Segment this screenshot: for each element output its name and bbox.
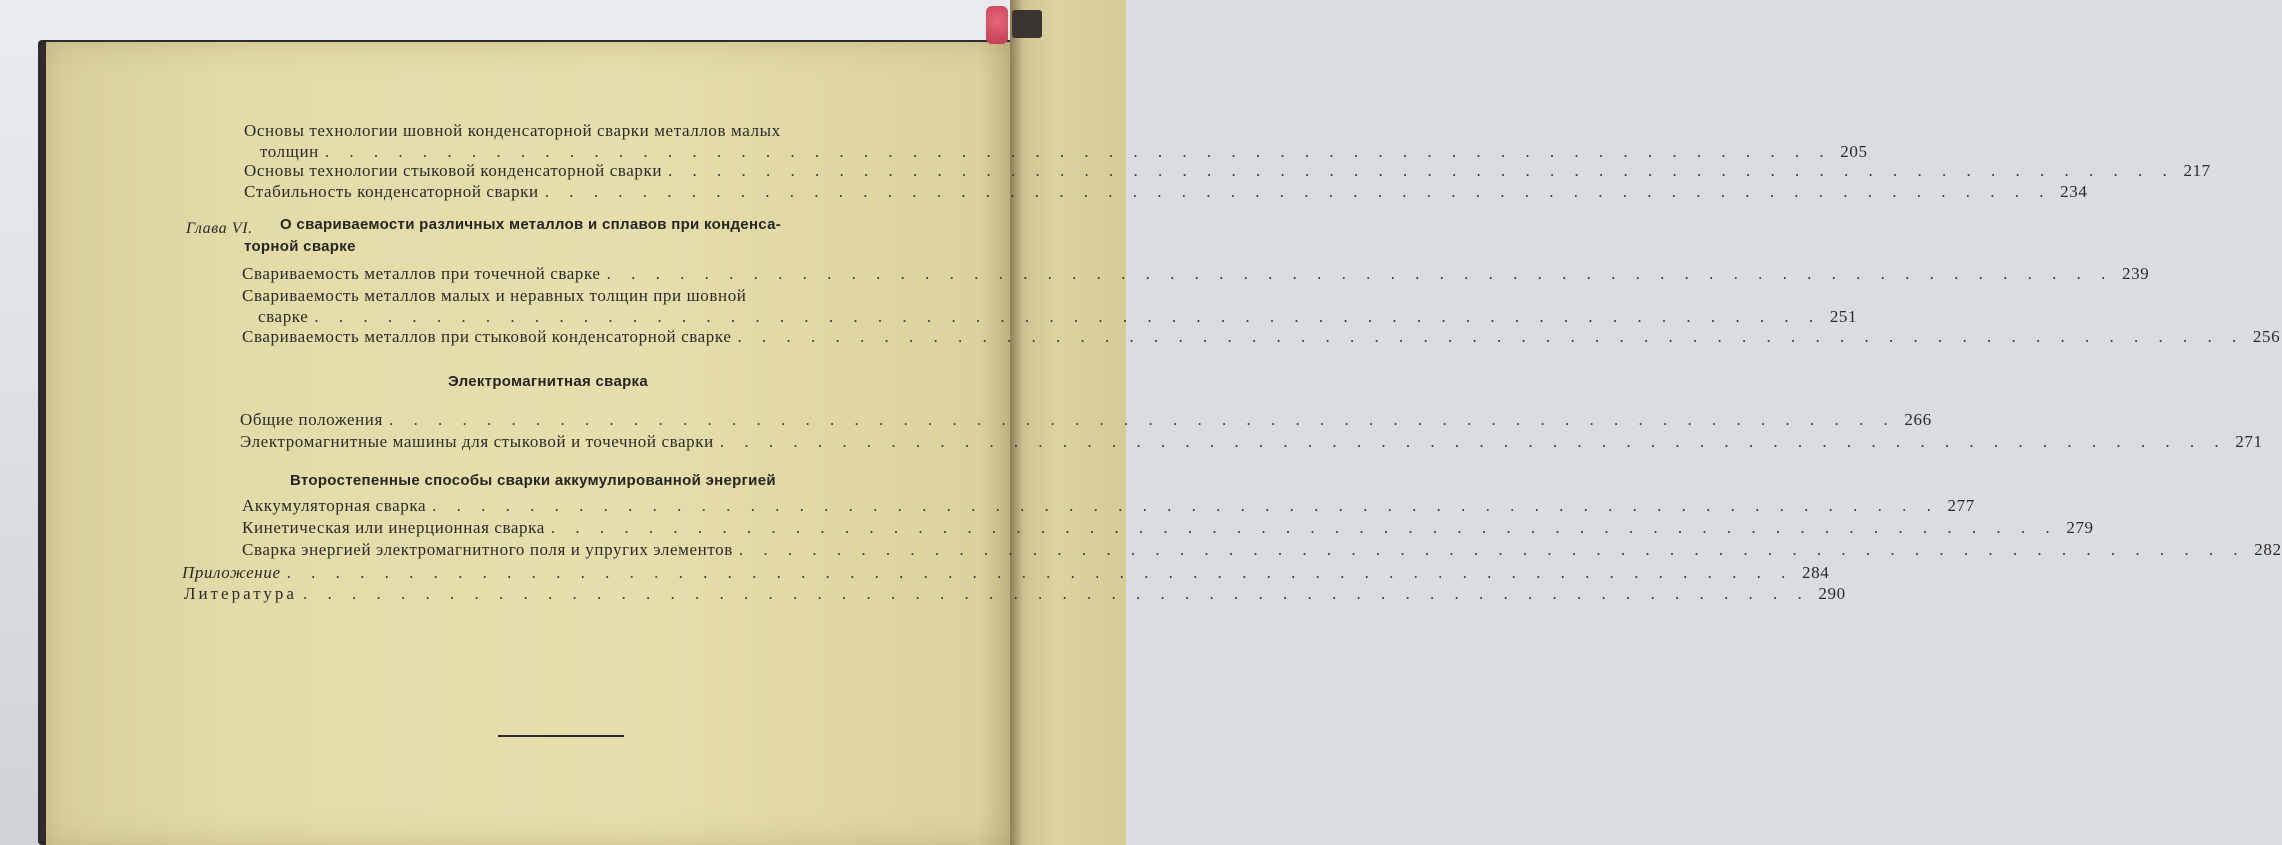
toc-entry-1-line2: толщин <box>260 142 319 161</box>
toc-entry-7 <box>240 410 1932 430</box>
chapter-6-label: Глава VI. <box>186 220 253 237</box>
toc-entry-5-line1: Свариваемость металлов малых и неравных толщин при шовной <box>242 286 747 305</box>
toc-entry-5-line2: сварке <box>258 307 309 326</box>
toc-literature-page: 290 <box>1818 584 1846 603</box>
dot-leader: . . . . . . . . . . . . . . . . . . . . . . . . . . . . . . . . . . . . . . . . . . . . . . . . . . . . . . . . . . . . . . <box>668 161 2175 180</box>
toc-appendix-page: 284 <box>1802 563 1830 582</box>
toc-entry-3-page: 234 <box>2060 182 2088 201</box>
toc-entry-11 <box>242 540 2282 560</box>
toc-entry-6-title: Свариваемость металлов при стыковой конденсаторной сварке <box>242 327 732 346</box>
toc-entry-4-title: Свариваемость металлов при точечной сварке <box>242 264 601 283</box>
toc-entry-11-page: 282 <box>2254 540 2282 559</box>
toc-entry-6-page: 256 <box>2252 327 2281 346</box>
toc-entry-4 <box>242 264 2150 284</box>
dot-leader: . . . . . . . . . . . . . . . . . . . . . . . . . . . . . . . . . . . . . . . . . . . . . . . . . . . . . . . . . . . . . . <box>388 410 1896 429</box>
dot-leader: . . . . . . . . . . . . . . . . . . . . . . . . . . . . . . . . . . . . . . . . . . . . . . . . . . . . . . . . . . . . . . <box>544 182 2052 201</box>
toc-entry-1-line1: Основы технологии шовной конденсаторной сварки металлов малых <box>244 121 781 140</box>
dot-leader: . . . . . . . . . . . . . . . . . . . . . . . . . . . . . . . . . . . . . . . . . . . . . . . . . . . . . . . . . . . . . . <box>550 518 2058 537</box>
toc-literature <box>184 584 1846 604</box>
dot-leader: . . . . . . . . . . . . . . . . . . . . . . . . . . . . . . . . . . . . . . . . . . . . . . . . . . . . . . . . . . . . . . <box>286 563 1794 582</box>
dot-leader: . . . . . . . . . . . . . . . . . . . . . . . . . . . . . . . . . . . . . . . . . . . . . . . . . . . . . . . . . . . . . . <box>302 584 1810 603</box>
dot-leader: . . . . . . . . . . . . . . . . . . . . . . . . . . . . . . . . . . . . . . . . . . . . . . . . . . . . . . . . . . . . . . <box>432 496 1939 515</box>
toc-appendix <box>182 563 1830 583</box>
toc-entry-2 <box>244 161 2211 181</box>
toc-entry-4-page: 239 <box>2122 264 2150 283</box>
toc-literature-title: Литература <box>184 584 297 603</box>
toc-entry-8-title: Электромагнитные машины для стыковой и точечной сварки <box>240 432 714 451</box>
chapter-6-title-line2: торной сварке <box>244 238 356 255</box>
dot-leader: . . . . . . . . . . . . . . . . . . . . . . . . . . . . . . . . . . . . . . . . . . . . . . . . . . . . . . . . . . . . . . <box>324 142 1832 161</box>
chapter-6-title-line1: О свариваемости различных металлов и сплавов при конденса- <box>280 216 782 233</box>
end-rule <box>498 735 624 737</box>
toc-entry-10 <box>242 518 2094 538</box>
dot-leader: . . . . . . . . . . . . . . . . . . . . . . . . . . . . . . . . . . . . . . . . . . . . . . . . . . . . . . . . . . . . . . <box>737 327 2245 346</box>
toc-entry-8-page: 271 <box>2235 432 2263 451</box>
toc-entry-6 <box>242 327 2281 347</box>
toc-entry-11-title: Сварка энергией электромагнитного поля и упругих элементов <box>242 540 733 559</box>
toc-appendix-title: Приложение <box>182 563 281 582</box>
toc-entry-9-page: 277 <box>1947 496 1975 515</box>
toc-entry-5 <box>258 307 1858 327</box>
toc-entry-1-page: 205 <box>1840 142 1868 161</box>
toc-entry-7-page: 266 <box>1904 410 1932 429</box>
toc-entry-5-page: 251 <box>1829 307 1858 326</box>
toc-entry-10-title: Кинетическая или инерционная сварка <box>242 518 545 537</box>
toc-entry-9 <box>242 496 1975 516</box>
toc-entry-3-title: Стабильность конденсаторной сварки <box>244 182 539 201</box>
dot-leader: . . . . . . . . . . . . . . . . . . . . . . . . . . . . . . . . . . . . . . . . . . . . . . . . . . . . . . . . . . . . . . <box>738 540 2246 559</box>
section-secondary-heading: Второстепенные способы сварки аккумулированной энергией <box>290 472 776 489</box>
toc-entry-2-page: 217 <box>2183 161 2211 180</box>
toc-entry-1 <box>260 142 1868 162</box>
toc-entry-7-title: Общие положения <box>240 410 383 429</box>
toc-entry-3 <box>244 182 2088 202</box>
toc-entry-2-title: Основы технологии стыковой конденсаторной сварки <box>244 161 663 180</box>
dot-leader: . . . . . . . . . . . . . . . . . . . . . . . . . . . . . . . . . . . . . . . . . . . . . . . . . . . . . . . . . . . . . . <box>314 307 1822 326</box>
toc-entry-9-title: Аккумуляторная сварка <box>242 496 427 515</box>
toc-entry-10-page: 279 <box>2066 518 2094 537</box>
dot-leader: . . . . . . . . . . . . . . . . . . . . . . . . . . . . . . . . . . . . . . . . . . . . . . . . . . . . . . . . . . . . . . <box>606 264 2114 283</box>
dot-leader: . . . . . . . . . . . . . . . . . . . . . . . . . . . . . . . . . . . . . . . . . . . . . . . . . . . . . . . . . . . . . . <box>719 432 2227 451</box>
toc-entry-8 <box>240 432 2263 452</box>
section-em-heading: Электромагнитная сварка <box>448 373 649 390</box>
